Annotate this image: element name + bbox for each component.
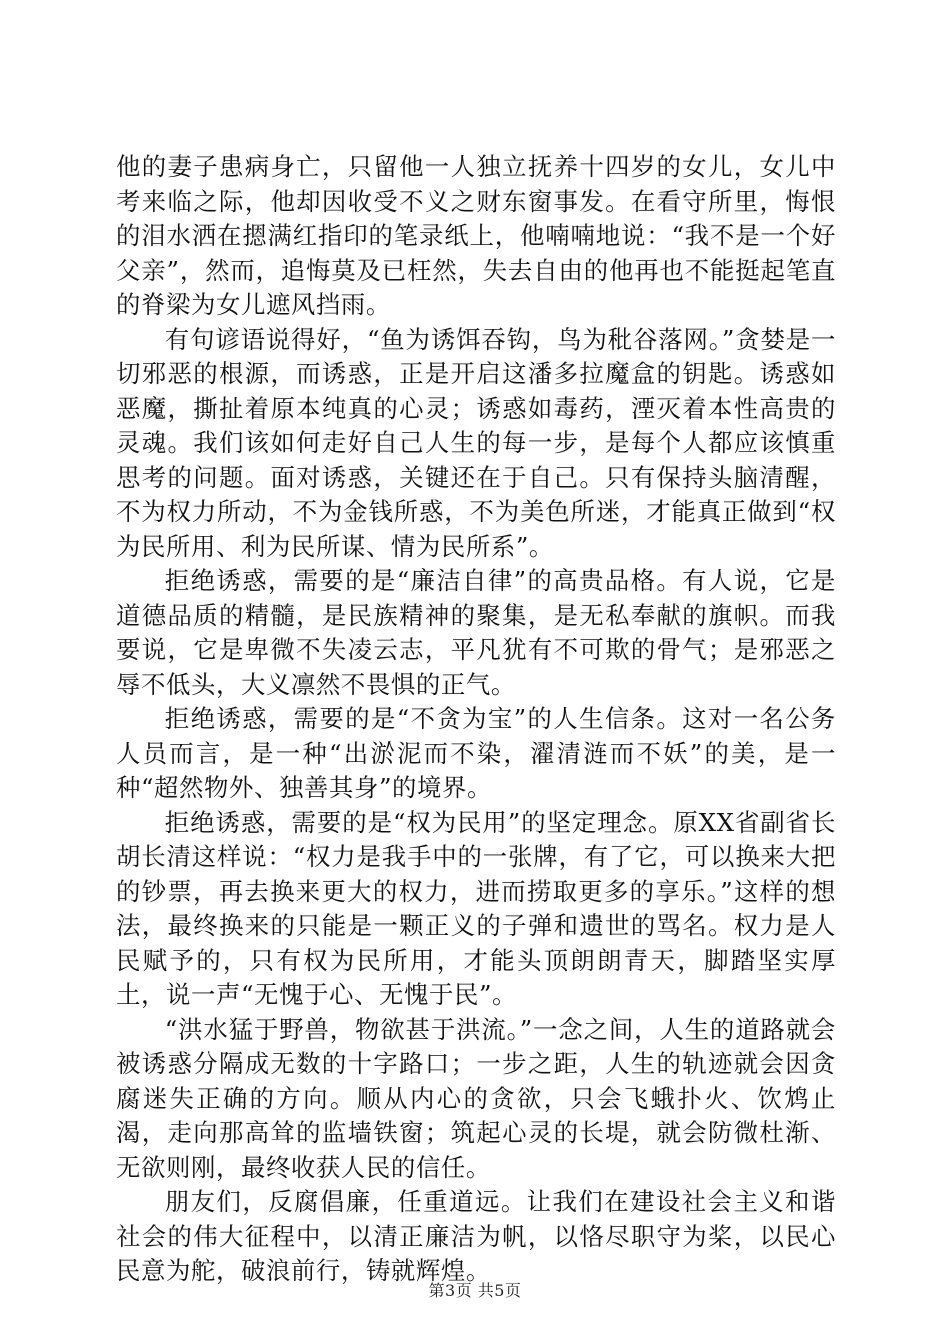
page-number-footer: 第3页 共5页: [428, 1281, 522, 1300]
paragraph-4: 拒绝诱惑，需要的是“不贪为宝”的人生信条。这对一名公务人员而言，是一种“出淤泥而不染，濯清涟而不妖”的美，是一种“超然物外、独善其身”的境界。: [116, 704, 836, 802]
paragraph-7: 朋友们，反腐倡廉，任重道远。让我们在建设社会主义和谐社会的伟大征程中，以清正廉洁为帆，以恪尽职守为桨，以民心民意为舵，破浪前行，铸就辉煌。: [116, 1187, 836, 1285]
paragraph-6: “洪水猛于野兽，物欲甚于洪流。”一念之间，人生的道路就会被诱惑分隔成无数的十字路口；一步之距，人生的轨迹就会因贪腐迷失正确的方向。顺从内心的贪欲，只会飞蛾扑火、饮鸩止渴，走向那高耸的监墙铁窗；筑起心灵的长堤，就会防微杜渐、无欲则刚，最终收获人民的信任。: [116, 1014, 836, 1182]
document-body: [116, 150, 836, 1289]
paragraph-5: 拒绝诱惑，需要的是“权为民用”的坚定理念。原XX省副省长胡长清这样说：“权力是我手中的一张牌，有了它，可以换来大把的钞票，再去换来更大的权力，进而捞取更多的享乐。”这样的想法，最终换来的只能是一颗正义的子弹和遗世的骂名。权力是人民赋予的，只有权为民所用，才能头顶朗朗青天，脚踏坚实厚土，说一声“无愧于心、无愧于民”。: [116, 807, 836, 1009]
paragraph-2: 有句谚语说得好，“鱼为诱饵吞钩，鸟为秕谷落网。”贪婪是一切邪恶的根源，而诱惑，正是开启这潘多拉魔盒的钥匙。诱惑如恶魔，撕扯着原本纯真的心灵；诱惑如毒药，湮灭着本性高贵的灵魂。我们该如何走好自己人生的每一步，是每个人都应该慎重思考的问题。面对诱惑，关键还在于自己。只有保持头脑清醒，不为权力所动，不为金钱所惑，不为美色所迷，才能真正做到“权为民所用、利为民所谋、情为民所系”。: [116, 324, 836, 561]
paragraph-3: 拒绝诱惑，需要的是“廉洁自律”的高贵品格。有人说，它是道德品质的精髓，是民族精神的聚集，是无私奉献的旗帜。而我要说，它是卑微不失凌云志，平凡犹有不可欺的骨气；是邪恶之辱不低头，大义凛然不畏惧的正气。: [116, 566, 836, 699]
paragraph-1: 他的妻子患病身亡，只留他一人独立抚养十四岁的女儿，女儿中考来临之际，他却因收受不义之财东窗事发。在看守所里，悔恨的泪水洒在摁满红指印的笔录纸上，他喃喃地说：“我不是一个好父亲”，然而，追悔莫及已枉然，失去自由的他再也不能挺起笔直的脊梁为女儿遮风挡雨。: [116, 152, 836, 319]
